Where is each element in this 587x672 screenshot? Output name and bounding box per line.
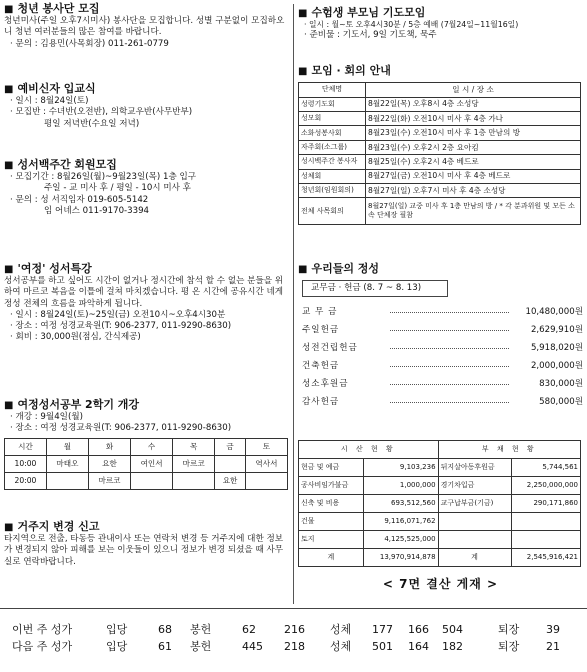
hymn-row-next-week [0, 640, 587, 656]
table-cell: 자주회(소그룹) [299, 140, 366, 154]
address-body: 타지역으로 전출, 타동등 관내이사 또는 연락처 변경 등 거주지에 대한 정보가 변경되지 않아 피해를 보는 이웃들이 있으니 정보가 변경 되셨을 때 사무실로 연락바랍니다. [4, 534, 284, 567]
table-cell: 공사비임가불금 [299, 477, 364, 495]
table-row [299, 126, 581, 140]
section-title: ■ 예비신자 입교식 [4, 82, 96, 95]
table-cell: 성모회 [299, 112, 366, 126]
youth-section [4, 2, 290, 50]
table-cell: 마태오 [46, 455, 88, 472]
lecture-section [4, 262, 290, 343]
finance-section [298, 440, 583, 593]
table-cell: 토지 [299, 531, 364, 549]
section-title: ■ 우리들의 정성 [298, 262, 380, 275]
leader-dots [390, 366, 509, 367]
table-cell: 교구납부금(기금) [438, 495, 511, 513]
lecture-body: 성서공부를 하고 싶어도 시간이 없거나 정시간에 참석 할 수 없는 분들을 위하여 마르코 복음을 이틀에 걸쳐 마치겠습니다. 평 온 시간에 공유시간 네게 정성 전체의 흐름을 파악하게 됩니다. [4, 276, 284, 309]
square-bullet-icon: ■ [4, 263, 14, 275]
table-cell [511, 513, 580, 531]
table-header-cell: 수 [131, 438, 173, 455]
table-header-cell: 시 산 현 황 [299, 441, 439, 459]
hymn-number: 68 [158, 623, 172, 636]
table-row [299, 97, 581, 111]
offering-period-box [302, 280, 448, 297]
table-cell: 2,545,916,421 [511, 549, 580, 567]
table-header-cell: 목 [173, 438, 215, 455]
table-cell: 290,171,860 [511, 495, 580, 513]
bible-week-period: · 모집기간 : 8월26일(월)~9월23일(목) 1층 입구 [10, 172, 197, 183]
section-title: ■ 모임 · 회의 안내 [298, 64, 391, 77]
lecture-place: · 장소 : 여정 성경교육원(T: 906-2377, 011-9290-8630) [10, 320, 232, 331]
hymn-label: 성체 [330, 640, 352, 653]
section-title: ■ 수험생 부모님 기도모임 [298, 6, 426, 19]
table-cell: 8월22일(화) 오전10시 미사 후 4층 가나 [366, 112, 581, 126]
exam-time: · 일시 : 월~토 오후4시30분 / 5층 예배 (7월24일~11월16일) [304, 20, 519, 30]
hymn-number: 216 [284, 623, 305, 636]
section-title: ■ '여정' 성서특강 [4, 262, 92, 275]
table-cell: 8월27일(일) 교중 미사 후 1층 만남의 방 / * 각 분과위원 및 모든 소속 단체장 필참 [366, 198, 581, 225]
youth-contact: · 문의 : 김용민(사목회장) 011-261-0779 [10, 38, 169, 49]
table-row [5, 455, 288, 472]
table-cell: 8월22일(목) 오후8시 4층 소성당 [366, 97, 581, 111]
exam-items: · 준비물 : 기도서, 9일 기도책, 묵주 [304, 30, 437, 41]
youth-body: 청년미사(주일 오후7시미사) 봉사단을 모집합니다. 성별 구분없이 모집하오니 청년 여러분들의 많은 참여를 바랍니다. [4, 16, 285, 38]
table-cell: 8월23일(수) 오후2시 2층 요아킴 [366, 140, 581, 154]
square-bullet-icon: ■ [298, 7, 308, 19]
table-row [299, 459, 581, 477]
hymn-label: 입당 [106, 623, 128, 636]
table-header-cell: 단체명 [299, 83, 366, 97]
list-item: 주일헌금 2,629,910원 [302, 324, 583, 335]
table-header-row [299, 441, 581, 459]
leader-dots [390, 402, 509, 403]
table-cell: 693,512,560 [363, 495, 438, 513]
table-header-row [5, 438, 288, 455]
table-cell: 4,125,525,000 [363, 531, 438, 549]
hymn-number: 177 [372, 623, 393, 636]
table-cell: 9,116,071,762 [363, 513, 438, 531]
hymn-label: 성체 [330, 623, 352, 636]
table-row [299, 155, 581, 169]
leader-dots [390, 312, 509, 313]
table-cell [438, 531, 511, 549]
table-cell: 2,250,000,000 [511, 477, 580, 495]
table-header-row [299, 83, 581, 97]
table-cell: 성체회 [299, 169, 366, 183]
bible-week-contact: · 문의 : 성 서직임자 019-605-5142 [10, 194, 149, 205]
hymn-number: 182 [442, 640, 463, 653]
table-cell: 여인서 [131, 455, 173, 472]
table-cell: 5,744,561 [511, 459, 580, 477]
table-header-cell: 시간 [5, 438, 47, 455]
section-title: ■ 여정성서공부 2학기 개강 [4, 398, 140, 411]
square-bullet-icon: ■ [4, 159, 14, 171]
hymn-label: 봉헌 [190, 640, 212, 653]
table-cell: 성령기도회 [299, 97, 366, 111]
table-row [299, 184, 581, 198]
table-cell: 8월27일(금) 오전10시 미사 후 4층 베드로 [366, 169, 581, 183]
hymn-label: 입당 [106, 640, 128, 653]
list-item: 성소후원금 830,000원 [302, 378, 583, 389]
hymn-number: 501 [372, 640, 393, 653]
meetings-table [298, 82, 581, 225]
catechumen-date: · 일시 : 8월24일(토) [10, 96, 89, 107]
leader-dots [390, 348, 509, 349]
table-header-cell: 화 [88, 438, 130, 455]
table-cell: 청년회(임원회의) [299, 184, 366, 198]
table-row [299, 198, 581, 225]
table-cell [245, 472, 287, 489]
table-row [299, 169, 581, 183]
list-item: 성전건립헌금 5,918,020원 [302, 342, 583, 353]
hymn-label: 퇴장 [498, 623, 520, 636]
leader-dots [390, 384, 509, 385]
table-header-cell: 금 [215, 438, 246, 455]
catechumen-schedule-2: 평일 저녁반(수요일 저녁) [44, 118, 140, 129]
catechumen-schedule: · 모집반 : 수녀반(오전반), 의학교우반(사무반부) [10, 107, 193, 118]
finance-table [298, 440, 581, 567]
hymn-number: 39 [546, 623, 560, 636]
square-bullet-icon: ■ [4, 521, 14, 533]
hymn-label: 퇴장 [498, 640, 520, 653]
table-cell: 계 [299, 549, 364, 567]
table-cell [46, 472, 88, 489]
table-header-cell: 일 시 / 장 소 [366, 83, 581, 97]
hymn-number: 21 [546, 640, 560, 653]
table-cell: 뒤지살아동후원금 [438, 459, 511, 477]
table-header-cell: 월 [46, 438, 88, 455]
table-cell [173, 472, 215, 489]
table-row [5, 472, 288, 489]
table-cell: 8월27일(일) 오후7시 미사 후 4층 소성당 [366, 184, 581, 198]
second-term-section [4, 398, 290, 490]
second-term-place: · 장소 : 여정 성경교육원(T: 906-2377, 011-9290-8630) [10, 423, 232, 434]
table-row [299, 112, 581, 126]
table-cell: 8월23일(수) 오전10시 미사 후 1층 만남의 방 [366, 126, 581, 140]
hymn-footer [0, 608, 587, 653]
list-item: 건축헌금 2,000,000원 [302, 360, 583, 371]
table-row [299, 513, 581, 531]
section-title: ■ 성서백주간 회원모집 [4, 158, 117, 171]
meetings-section [298, 64, 583, 225]
table-cell: 마르코 [173, 455, 215, 472]
hymn-number: 504 [442, 623, 463, 636]
table-row [299, 549, 581, 567]
square-bullet-icon: ■ [4, 3, 14, 15]
table-row [299, 477, 581, 495]
table-cell: 현금 및 예금 [299, 459, 364, 477]
hymn-label: 봉헌 [190, 623, 212, 636]
hymn-number: 61 [158, 640, 172, 653]
hymn-number: 164 [408, 640, 429, 653]
table-row [299, 531, 581, 549]
list-item: 감사헌금 580,000원 [302, 396, 583, 407]
table-cell: 계 [438, 549, 511, 567]
address-section [4, 520, 290, 568]
table-cell: 소화성봉사회 [299, 126, 366, 140]
bible-week-contact-2: 임 어네스 011-9170-3394 [44, 205, 150, 216]
lecture-fee: · 회비 : 30,000원(점심, 간식제공) [10, 332, 141, 343]
square-bullet-icon: ■ [4, 399, 14, 411]
table-cell [511, 531, 580, 549]
table-cell: 8월25일(수) 오후2시 4층 베드로 [366, 155, 581, 169]
square-bullet-icon: ■ [298, 263, 308, 275]
offering-list [298, 303, 583, 411]
second-term-date: · 개강 : 9월4일(월) [10, 412, 83, 423]
lecture-date: · 일시 : 8월24일(토)~25일(금) 오전10시~오후4시30분 [10, 309, 226, 320]
table-cell: 13,970,914,878 [363, 549, 438, 567]
square-bullet-icon: ■ [4, 83, 14, 95]
hymn-number: 445 [242, 640, 263, 653]
catechumen-section [4, 82, 290, 130]
table-cell: 1,000,000 [363, 477, 438, 495]
table-cell: 건물 [299, 513, 364, 531]
hymn-number: 62 [242, 623, 256, 636]
table-cell: 신축 및 비용 [299, 495, 364, 513]
list-item: 교 무 금 10,480,000원 [302, 306, 583, 317]
table-header-cell: 토 [245, 438, 287, 455]
table-cell [131, 472, 173, 489]
hymn-row-label: 이번 주 성가 [12, 623, 73, 636]
table-cell [215, 455, 246, 472]
bible-week-section [4, 158, 290, 217]
offering-section [298, 262, 583, 411]
table-cell: 9,103,236 [363, 459, 438, 477]
table-header-cell: 부 채 현 황 [438, 441, 580, 459]
bible-week-time: 주일 - 교 미사 후 / 평일 - 10시 미사 후 [44, 183, 191, 194]
table-cell: 경기차입금 [438, 477, 511, 495]
hymn-row-this-week [0, 623, 587, 639]
table-cell: 요한 [215, 472, 246, 489]
section-title: ■ 거주지 변경 신고 [4, 520, 100, 533]
table-cell: 전체 사목회의 [299, 198, 366, 225]
hymn-row-label: 다음 주 성가 [12, 640, 73, 653]
hymn-number: 166 [408, 623, 429, 636]
section-title: ■ 청년 봉사단 모집 [4, 2, 100, 15]
offering-period: 교무금 · 헌금 (8. 7 ~ 8. 13) [311, 283, 422, 294]
table-cell: 마르코 [88, 472, 130, 489]
table-row [299, 495, 581, 513]
settlement-notice: < 7면 결산 게재 > [382, 577, 499, 591]
table-row [299, 140, 581, 154]
hymn-number: 218 [284, 640, 305, 653]
exam-prayer-section [298, 6, 583, 42]
table-cell: 20:00 [5, 472, 47, 489]
table-cell [438, 513, 511, 531]
column-divider [293, 4, 294, 604]
table-cell: 역사서 [245, 455, 287, 472]
table-cell: 요한 [88, 455, 130, 472]
table-cell: 10:00 [5, 455, 47, 472]
table-cell: 성시백주간 봉사자 [299, 155, 366, 169]
class-schedule-table [4, 438, 288, 490]
leader-dots [390, 330, 509, 331]
square-bullet-icon: ■ [298, 65, 308, 77]
